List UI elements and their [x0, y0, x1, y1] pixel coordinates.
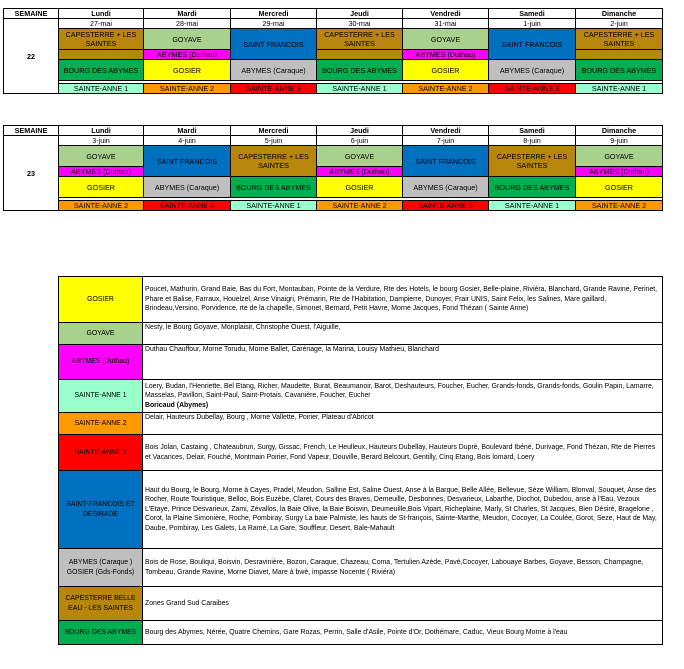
zone-cell: SAINTE-ANNE 1: [231, 201, 317, 211]
header-day: Jeudi: [317, 126, 403, 136]
legend-zones: Haut du Bourg, le Bourg, Morne à Cayes, Pradel, Meudon, Salline Est, Saline Ouest, Anse à la Barque, Belle Allée, Bellevue, Sèze William, Blonval, Souquet, Anse des Rocher, Route Touristique, Belloc, Bois Euzèbe, Claret, Cours des Braves, Demeuille, Desbonnes, Desvarieux, Labarthe, Diochot, Dubedou, anse à l'Eau, Vezoux L'Etaye, Prince Desvarieux, Zami, Zévallos, la Baie Olive, la Baie Boisvin, Deumeuille,Bois Vipart, Richeplaine, Marly, St Charles, St Jacques, Bien Désiré, Bragelone , Corot, la Plaine Simonière, Roche, Pombiray, Surgy La baie Palmiste, les hauts de St-françois, Sainte-Marthe, Meudon, Cocoyer, La Coulée, Gorot, Seze, Haut de May, Daube, Pombiray, Les Galets, La Ramé, La Gare, Souffleur, Desert, Bale-Mahault: [143, 471, 663, 549]
zone-cell: SAINTE-ANNE 2: [576, 201, 663, 211]
date-cell: 4-juin: [144, 136, 231, 146]
header-day: Vendredi: [403, 9, 489, 19]
date-cell: 2-juin: [576, 19, 663, 29]
zone-cell: SAINTE-ANNE 1: [59, 84, 144, 94]
zone-cell: ABYMES (Caraque): [231, 60, 317, 81]
zone-cell: SAINTE-ANNE 2: [403, 84, 489, 94]
schedule-week-22: [3, 8, 663, 94]
header-day: Mardi: [144, 9, 231, 19]
legend-zones: Bois Jolan, Castaing , Chateaubrun, Surgy, Gissac, French, Le Heulleux, Hauteurs Dubellay, Hauteurs Dupré, Boulevard Ibéné, Durivage, Fond Thézan, Rte de Pierres et Vacances, Delair, Fouché, Montmain Poirier, Fond Vapeur, Douville, Berard Belcourt, Gentilly, Cinq Etang, Bois lomard, Loery: [143, 435, 663, 471]
zone-cell: CAPESTERRE + LES SAINTES: [489, 146, 576, 177]
header-semaine: SEMAINE: [4, 126, 59, 136]
zone-cell: GOSIER: [144, 60, 231, 81]
legend-label: GOSIER: [59, 277, 143, 323]
zone-cell: BOURG DES ABYMES: [317, 60, 403, 81]
zone-cell: BOURG DES ABYMES: [576, 60, 663, 81]
zone-cell: SAINTE-ANNE 3: [403, 201, 489, 211]
zone-legend: [58, 276, 663, 645]
date-cell: 31-mai: [403, 19, 489, 29]
zone-cell: SAINTE-ANNE 3: [489, 84, 576, 94]
header-day: Mardi: [144, 126, 231, 136]
legend-label: ABYMES (Caraque ) GOSIER (Gds-Fonds): [59, 549, 143, 587]
zone-cell: SAINTE-ANNE 3: [231, 84, 317, 94]
legend-zones: Nesty, le Bourg Goyave, Monplaisir, Christophe Ouest, l'Aiguille,: [143, 323, 663, 345]
zone-cell: BOURG DES ABYMES: [59, 60, 144, 81]
header-day: Dimanche: [576, 126, 663, 136]
header-day: Vendredi: [403, 126, 489, 136]
zone-cell: BOURG DES ABYMES: [489, 177, 576, 198]
zone-cell: SAINTE-ANNE 2: [144, 84, 231, 94]
zone-cell: GOSIER: [403, 60, 489, 81]
legend-label: ABYMES (Duthau): [59, 345, 143, 380]
legend-zones: Duthau Chauffour, Morne Torudu, Morne Ballet, Carénage, la Marina, Louisy Mathieu, Blanchard: [143, 345, 663, 380]
zone-cell: SAINTE-ANNE 2: [317, 201, 403, 211]
header-day: Jeudi: [317, 9, 403, 19]
zone-cell: GOSIER: [317, 177, 403, 198]
legend-label: CAPESTERRE BELLE EAU - LES SAINTES: [59, 587, 143, 621]
zone-cell: CAPESTERRE + LES SAINTES: [59, 29, 144, 50]
legend-label: GOYAVE: [59, 323, 143, 345]
legend-zones: Zones Grand Sud Caraibes: [143, 587, 663, 621]
legend-label: SAINT-FRANCOIS ET DESIRADE: [59, 471, 143, 549]
date-cell: 28-mai: [144, 19, 231, 29]
zone-cell: SAINT FRANCOIS: [231, 29, 317, 60]
zone-cell: ABYMES (Caraque): [144, 177, 231, 198]
header-day: Mercredi: [231, 9, 317, 19]
zone-cell: GOSIER: [576, 177, 663, 198]
header-day: Lundi: [59, 126, 144, 136]
week-number: 22: [4, 19, 59, 94]
zone-cell: SAINT FRANCOIS: [489, 29, 576, 60]
legend-zones: Bourg des Abymes, Nérée, Quatre Chemins, Gare Rozas, Perrin, Salle d'Asile, Pointe d'Or, Dothémare, Caduc, Vieux Bourg Morne à l'eau: [143, 621, 663, 645]
date-cell: 8-juin: [489, 136, 576, 146]
zone-cell: GOYAVE: [59, 146, 144, 167]
legend-zones: Poucet, Mathurin, Grand Baie, Bas du Fort, Montauban, Pointe de la Verdure, Rte des Hotels, le bourg Gosier, Belle-plaine, Riviéra, Blanchard, Grande Ravine, Perinet, Phare et Balise, Farraux, Houelzel, Anse Vinaigri, Prémarin, Rte de l'Habitation, Dampierre, Dunoyer, Frair UNIS, Saint Felix, les Salines, Mare gaillard, Brindeau,Versino, Porvidence, rte de la chapelle, Simonet, Bernard, Petit Havre, Morne Jacques, Fond Thézan ( Sainte Anne): [143, 277, 663, 323]
legend-zones-extra: Boricaud (Abymes): [145, 401, 209, 409]
zone-cell: ABYMES (Caraque): [403, 177, 489, 198]
week-number: 23: [4, 136, 59, 211]
header-day: Samedi: [489, 9, 576, 19]
date-cell: 27-mai: [59, 19, 144, 29]
zone-cell: GOYAVE: [144, 29, 231, 50]
zone-cell: GOSIER: [59, 177, 144, 198]
zone-cell: SAINTE-ANNE 1: [489, 201, 576, 211]
date-cell: 3-juin: [59, 136, 144, 146]
zone-cell: CAPESTERRE + LES SAINTES: [231, 146, 317, 177]
legend-zones: Bois de Rose, Bouliqui, Boisvin, Desravinière, Bozon, Caraque, Chazeau, Coma, Tertulien Azède, Pavé,Cocoyer, Labouaye Barbes, Goyave, Besson, Champagne, Tombeau, Grande Ravine, Morne Diavet, Mare à bwè, impasse Nocente ( Riviéra): [143, 549, 663, 587]
zone-cell-empty: [576, 50, 663, 60]
zone-cell: ABYMES (Caraque): [489, 60, 576, 81]
date-cell: 6-juin: [317, 136, 403, 146]
legend-label: SAINTE-ANNE 2: [59, 413, 143, 435]
zone-cell: ABYMES (Duthau): [317, 167, 403, 177]
zone-cell-empty: [59, 50, 144, 60]
zone-cell: ABYMES (Duthau): [59, 167, 144, 177]
zone-cell: SAINTE-ANNE 2: [59, 201, 144, 211]
zone-cell: CAPESTERRE + LES SAINTES: [576, 29, 663, 50]
zone-cell: GOYAVE: [403, 29, 489, 50]
header-semaine: SEMAINE: [4, 9, 59, 19]
zone-cell: SAINT FRANCOIS: [144, 146, 231, 177]
zone-cell: ABYMES (Duthau): [144, 50, 231, 60]
date-cell: 9-juin: [576, 136, 663, 146]
legend-label: SAINTE-ANNE 1: [59, 380, 143, 413]
zone-cell: CAPESTERRE + LES SAINTES: [317, 29, 403, 50]
header-day: Lundi: [59, 9, 144, 19]
zone-cell-empty: [317, 50, 403, 60]
date-cell: 30-mai: [317, 19, 403, 29]
legend-label: SAINTE-ANNE 3: [59, 435, 143, 471]
legend-zones: Delair, Hauteurs Dubellay, Bourg , Morne Vallette, Poirier, Plateau d'Abricot: [143, 413, 663, 435]
date-cell: 5-juin: [231, 136, 317, 146]
header-day: Dimanche: [576, 9, 663, 19]
date-cell: 29-mai: [231, 19, 317, 29]
zone-cell: GOYAVE: [576, 146, 663, 167]
date-cell: 7-juin: [403, 136, 489, 146]
legend-zones: [143, 380, 663, 413]
zone-cell: GOYAVE: [317, 146, 403, 167]
zone-cell: SAINT FRANCOIS: [403, 146, 489, 177]
header-day: Mercredi: [231, 126, 317, 136]
zone-cell: SAINTE-ANNE 1: [317, 84, 403, 94]
header-day: Samedi: [489, 126, 576, 136]
legend-label: BOURG DES ABYMES: [59, 621, 143, 645]
zone-cell: SAINTE-ANNE 3: [144, 201, 231, 211]
zone-cell: ABYMES (Duthau): [576, 167, 663, 177]
zone-cell: SAINTE-ANNE 1: [576, 84, 663, 94]
legend-zones-text: Loery, Budan, l'Henriette, Bel Etang, Richer, Maudette, Burat, Beaumanoir, Barot, Deshauteurs, Foucher, Eucher, Grands-fonds, Grands-fonds, Goulin Papin, Lamarre, Masselas, Pavillon, Saint-Paul, Saint-Protais, Cavanière, Foucher, Eucher: [145, 382, 654, 400]
date-cell: 1-juin: [489, 19, 576, 29]
zone-cell: BOURG DES ABYMES: [231, 177, 317, 198]
zone-cell: ABYMES (Duthau): [403, 50, 489, 60]
schedule-week-23: [3, 125, 663, 211]
